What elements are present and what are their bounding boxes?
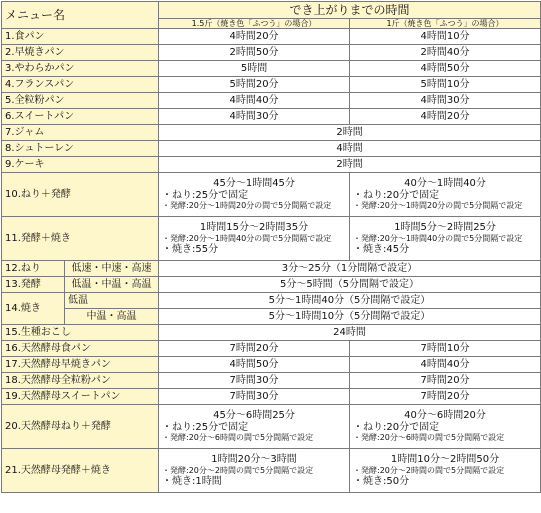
mode-label: 低温・中温・高温 bbox=[65, 277, 159, 293]
menu-name: 6.スイートパン bbox=[2, 109, 159, 125]
note: ・ねり:25分で固定 bbox=[162, 190, 249, 201]
note: ・発酵:20分～6時間の間で5分間隔で設定 bbox=[353, 433, 505, 442]
note: ・発酵:20分～2時間の間で5分間隔で設定 bbox=[162, 466, 314, 475]
table-row bbox=[2, 373, 541, 389]
table-row bbox=[2, 109, 541, 125]
time-15: 5時間20分 bbox=[159, 77, 350, 93]
menu-name: 14.焼き bbox=[2, 293, 65, 325]
table-row bbox=[2, 61, 541, 77]
time-1: 7時間10分 bbox=[350, 341, 541, 357]
menu-name: 1.食パン bbox=[2, 29, 159, 45]
note: ・ねり:25分で固定 bbox=[162, 422, 249, 433]
menu-name: 15.生種おこし bbox=[2, 325, 159, 341]
table-row bbox=[2, 173, 541, 217]
table-row bbox=[2, 449, 541, 493]
time-1: 4時間10分 bbox=[350, 29, 541, 45]
note: ・発酵:20分～6時間の間で5分間隔で設定 bbox=[162, 433, 314, 442]
note: ・焼き:45分 bbox=[353, 244, 410, 255]
time-range: 40分～1時間40分 bbox=[404, 178, 486, 189]
time-range: 1時間20分～3時間 bbox=[211, 454, 297, 465]
table-row bbox=[2, 261, 541, 277]
time-1 bbox=[350, 173, 541, 217]
table-row bbox=[2, 357, 541, 373]
menu-name: 11.発酵＋焼き bbox=[2, 217, 159, 261]
menu-name: 8.シュトーレン bbox=[2, 141, 159, 157]
table-row bbox=[2, 77, 541, 93]
time-header: でき上がりまでの時間 bbox=[159, 2, 541, 19]
time-15: 4時間30分 bbox=[159, 109, 350, 125]
col-15-loaf-header: 1.5斤（焼き色「ふつう」の場合） bbox=[159, 19, 350, 29]
note: ・発酵:20分～1時間20分の間で5分間隔で設定 bbox=[353, 201, 523, 210]
menu-name: 4.フランスパン bbox=[2, 77, 159, 93]
time-1: 4時間40分 bbox=[350, 357, 541, 373]
time-1: 7時間20分 bbox=[350, 389, 541, 405]
note: ・焼き:55分 bbox=[162, 244, 219, 255]
time-both: 5分～5時間（5分間隔で設定） bbox=[159, 277, 541, 293]
time-both: 4時間 bbox=[159, 141, 541, 157]
menu-name: 12.ねり bbox=[2, 261, 65, 277]
table-row bbox=[2, 277, 541, 293]
table-row bbox=[2, 157, 541, 173]
table-row bbox=[2, 141, 541, 157]
time-1: 4時間30分 bbox=[350, 93, 541, 109]
time-range: 1時間10分～2時間50分 bbox=[390, 454, 500, 465]
menu-name: 3.やわらかパン bbox=[2, 61, 159, 77]
time-both: 2時間 bbox=[159, 157, 541, 173]
table-row bbox=[2, 45, 541, 61]
table-row bbox=[2, 341, 541, 357]
time-1: 7時間20分 bbox=[350, 373, 541, 389]
time-range: 45分～1時間45分 bbox=[213, 178, 295, 189]
time-1: 5時間10分 bbox=[350, 77, 541, 93]
time-both: 5分～1時間40分（5分間隔で設定） bbox=[159, 293, 541, 309]
time-15: 7時間30分 bbox=[159, 389, 350, 405]
menu-name: 2.早焼きパン bbox=[2, 45, 159, 61]
note: ・発酵:20分～2時間の間で5分間隔で設定 bbox=[353, 466, 505, 475]
table-row bbox=[2, 405, 541, 449]
note: ・ねり:20分で固定 bbox=[353, 190, 440, 201]
menu-name: 7.ジャム bbox=[2, 125, 159, 141]
note: ・焼き:1時間 bbox=[162, 476, 222, 487]
time-15: 7時間20分 bbox=[159, 341, 350, 357]
table-row bbox=[2, 125, 541, 141]
bake-time-table bbox=[1, 1, 541, 493]
table-row bbox=[2, 293, 541, 309]
note: ・焼き:50分 bbox=[353, 476, 410, 487]
time-both: 3分～25分（1分間隔で設定） bbox=[159, 261, 541, 277]
time-15 bbox=[159, 173, 350, 217]
table-row bbox=[2, 309, 541, 325]
time-range: 1時間15分～2時間35分 bbox=[199, 222, 309, 233]
time-15: 4時間20分 bbox=[159, 29, 350, 45]
menu-name: 19.天然酵母スイートパン bbox=[2, 389, 159, 405]
menu-name: 5.全粒粉パン bbox=[2, 93, 159, 109]
menu-name: 16.天然酵母食パン bbox=[2, 341, 159, 357]
table-row bbox=[2, 93, 541, 109]
time-1: 4時間20分 bbox=[350, 109, 541, 125]
header-row bbox=[2, 2, 541, 19]
menu-name: 13.発酵 bbox=[2, 277, 65, 293]
menu-name: 9.ケーキ bbox=[2, 157, 159, 173]
time-15 bbox=[159, 449, 350, 493]
time-range: 40分～6時間20分 bbox=[404, 410, 486, 421]
mode-label: 低温 bbox=[65, 293, 159, 309]
table-row bbox=[2, 325, 541, 341]
time-15: 7時間30分 bbox=[159, 373, 350, 389]
time-1 bbox=[350, 449, 541, 493]
time-range: 1時間5分～2時間25分 bbox=[394, 222, 496, 233]
time-1: 4時間50分 bbox=[350, 61, 541, 77]
menu-name: 10.ねり＋発酵 bbox=[2, 173, 159, 217]
time-15: 4時間50分 bbox=[159, 357, 350, 373]
mode-label: 中温・高温 bbox=[65, 309, 159, 325]
menu-name: 17.天然酵母早焼きパン bbox=[2, 357, 159, 373]
time-15: 4時間40分 bbox=[159, 93, 350, 109]
time-1 bbox=[350, 405, 541, 449]
note: ・ねり:20分で固定 bbox=[353, 422, 440, 433]
time-both: 24時間 bbox=[159, 325, 541, 341]
mode-label: 低速・中速・高速 bbox=[65, 261, 159, 277]
time-1: 2時間40分 bbox=[350, 45, 541, 61]
menu-name-header: メニュー名 bbox=[2, 2, 159, 29]
note: ・発酵:20分～1時間40分の間で5分間隔で設定 bbox=[353, 234, 523, 243]
time-15: 2時間50分 bbox=[159, 45, 350, 61]
time-15 bbox=[159, 405, 350, 449]
time-1 bbox=[350, 217, 541, 261]
note: ・発酵:20分～1時間20分の間で5分間隔で設定 bbox=[162, 201, 332, 210]
time-15: 5時間 bbox=[159, 61, 350, 77]
table-row bbox=[2, 217, 541, 261]
time-both: 2時間 bbox=[159, 125, 541, 141]
note: ・発酵:20分～1時間40分の間で5分間隔で設定 bbox=[162, 234, 332, 243]
menu-name: 21.天然酵母発酵＋焼き bbox=[2, 449, 159, 493]
table-row bbox=[2, 29, 541, 45]
time-15 bbox=[159, 217, 350, 261]
time-both: 5分～1時間10分（5分間隔で設定） bbox=[159, 309, 541, 325]
time-range: 45分～6時間25分 bbox=[213, 410, 295, 421]
menu-name: 20.天然酵母ねり＋発酵 bbox=[2, 405, 159, 449]
col-1-loaf-header: 1斤（焼き色「ふつう」の場合） bbox=[350, 19, 541, 29]
table-row bbox=[2, 389, 541, 405]
menu-name: 18.天然酵母全粒粉パン bbox=[2, 373, 159, 389]
